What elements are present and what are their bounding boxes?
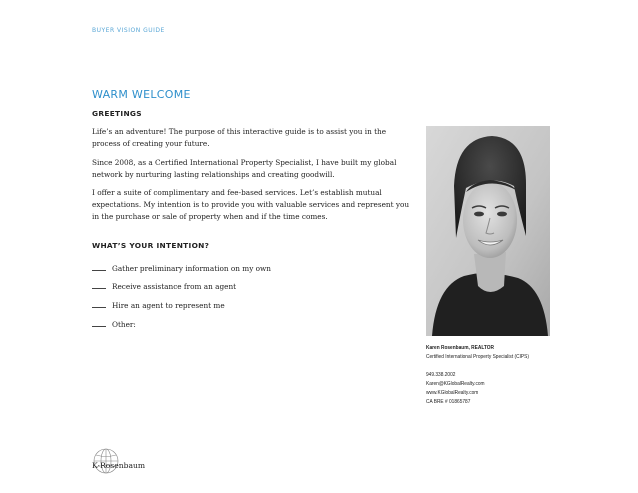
agent-name: Karen Rosenbaum, REALTOR [426,345,494,351]
agent-email[interactable]: Karen@KGlobalRealty.com [426,381,485,387]
agent-license: CA BRE # 01865787 [426,399,471,405]
option-blank-line[interactable] [92,263,106,271]
intention-option [92,263,271,273]
greetings-paragraph: Since 2008, as a Certified International Property Specialist, I have built my global network by nurturing lasting relationships and creating goodwill. [92,158,397,179]
intention-option [92,300,225,310]
intention-option [92,281,236,291]
portrait-image [426,126,550,336]
option-label: Hire an agent to represent me [112,301,225,310]
section-title: WARM WELCOME [92,88,191,101]
agent-website[interactable]: www.KGlobalRealty.com [426,390,479,396]
intention-heading: WHAT’S YOUR INTENTION? [92,241,210,250]
intention-option [92,319,136,329]
option-label: Gather preliminary information on my own [112,264,271,273]
greetings-paragraph: Life’s an adventure! The purpose of this interactive guide is to assist you in the process of creating your future. [92,127,387,148]
greetings-heading: GREETINGS [92,109,142,118]
agent-designation: Certified International Property Specialist (CIPS) [426,354,529,360]
guide-label: BUYER VISION GUIDE [92,27,165,34]
option-label: Other: [112,320,136,329]
greetings-paragraph: I offer a suite of complimentary and fee-based services. Let’s establish mutual expectations. My intention is to provide you with valuable services and represent you in the purchase or sale of property when and if the time comes. [92,188,410,221]
option-blank-line[interactable] [92,300,106,308]
agent-phone[interactable]: 949.338.2002 [426,372,456,378]
option-blank-line[interactable] [92,281,106,289]
agent-photo [426,126,550,336]
option-label: Receive assistance from an agent [112,282,237,291]
option-blank-line[interactable] [92,319,106,327]
logo-wordmark: K·Rosenbaum [92,461,146,470]
